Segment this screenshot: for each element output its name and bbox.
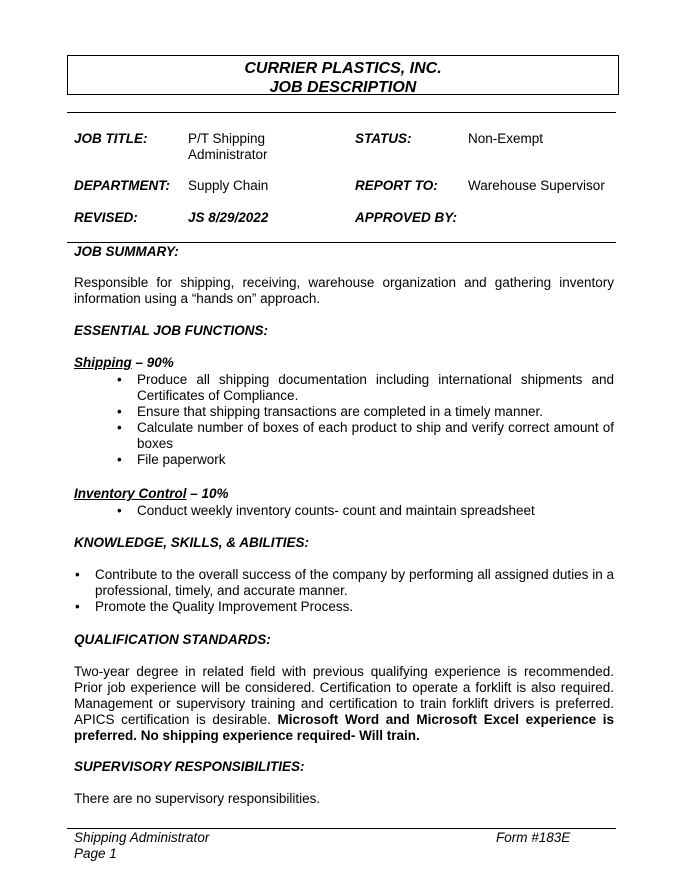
footer-doc-name: Shipping Administrator bbox=[74, 830, 210, 845]
inventory-heading bbox=[74, 486, 229, 502]
report-to-label: REPORT TO: bbox=[355, 178, 438, 193]
shipping-percent: 90% bbox=[146, 355, 174, 370]
footer-form-number: Form #183E bbox=[496, 830, 571, 845]
qualification-bold-text: Microsoft Word and Microsoft Excel experience is preferred. No shipping experience required- Will train. bbox=[74, 712, 614, 743]
document-header bbox=[67, 55, 619, 95]
company-name: CURRIER PLASTICS, INC. bbox=[244, 60, 442, 77]
list-item: • Conduct weekly inventory counts- count and maintain spreadsheet bbox=[137, 503, 614, 519]
job-summary-heading: JOB SUMMARY: bbox=[74, 244, 179, 259]
supervisory-heading: SUPERVISORY RESPONSIBILITIES: bbox=[74, 759, 305, 774]
document-title: JOB DESCRIPTION bbox=[269, 79, 417, 96]
shipping-dash: – bbox=[131, 355, 147, 370]
job-title-label: JOB TITLE: bbox=[74, 131, 148, 146]
ksa-heading: KNOWLEDGE, SKILLS, & ABILITIES: bbox=[74, 535, 309, 550]
list-item: • File paperwork bbox=[137, 452, 614, 468]
qualification-regular-text: Two-year degree in related field with previous qualifying experience is recommended. Prior job experience will be considered. Certification to operate a forklift is also required. Management or supervisory training and certification to train forklift drivers is preferred. APICS certification is desirable. bbox=[74, 664, 614, 727]
job-title-value bbox=[188, 131, 268, 163]
ksa-list bbox=[95, 567, 614, 615]
essential-functions-heading: ESSENTIAL JOB FUNCTIONS: bbox=[74, 323, 269, 338]
job-title-value-line2: Administrator bbox=[188, 147, 268, 162]
report-to-value: Warehouse Supervisor bbox=[468, 178, 605, 193]
divider-top bbox=[67, 112, 616, 113]
divider-fields bbox=[67, 242, 616, 243]
revised-value: JS 8/29/2022 bbox=[188, 210, 269, 225]
inventory-title: Inventory Control bbox=[74, 486, 187, 501]
shipping-heading bbox=[74, 355, 174, 371]
qualification-heading: QUALIFICATION STANDARDS: bbox=[74, 632, 271, 647]
status-value: Non-Exempt bbox=[468, 131, 544, 146]
inventory-dash: – bbox=[186, 486, 202, 501]
approved-by-label: APPROVED BY: bbox=[355, 210, 458, 225]
shipping-list bbox=[137, 372, 614, 468]
department-label: DEPARTMENT: bbox=[74, 178, 170, 193]
list-item: • Ensure that shipping transactions are completed in a timely manner. bbox=[137, 404, 614, 420]
status-label: STATUS: bbox=[355, 131, 412, 146]
footer-page-number: Page 1 bbox=[74, 846, 117, 861]
list-item: • Contribute to the overall success of the company by performing all assigned duties in a professional, timely, and accurate manner. bbox=[95, 567, 614, 599]
revised-label: REVISED: bbox=[74, 210, 138, 225]
inventory-list bbox=[137, 503, 614, 519]
list-item: • Produce all shipping documentation including international shipments and Certificates of Compliance. bbox=[137, 372, 614, 404]
divider-footer bbox=[67, 828, 616, 829]
job-summary-text: Responsible for shipping, receiving, warehouse organization and gathering inventory information using a “hands on” approach. bbox=[74, 275, 614, 306]
list-item: • Calculate number of boxes of each product to ship and verify correct amount of boxes bbox=[137, 420, 614, 452]
job-title-value-line1: P/T Shipping bbox=[188, 131, 266, 146]
inventory-percent: 10% bbox=[201, 486, 229, 501]
list-item: • Promote the Quality Improvement Process. bbox=[95, 599, 614, 615]
department-value: Supply Chain bbox=[188, 178, 269, 193]
qualification-text bbox=[74, 664, 614, 744]
footer-left bbox=[74, 830, 209, 862]
shipping-title: Shipping bbox=[74, 355, 132, 370]
supervisory-text: There are no supervisory responsibilities. bbox=[74, 791, 321, 806]
